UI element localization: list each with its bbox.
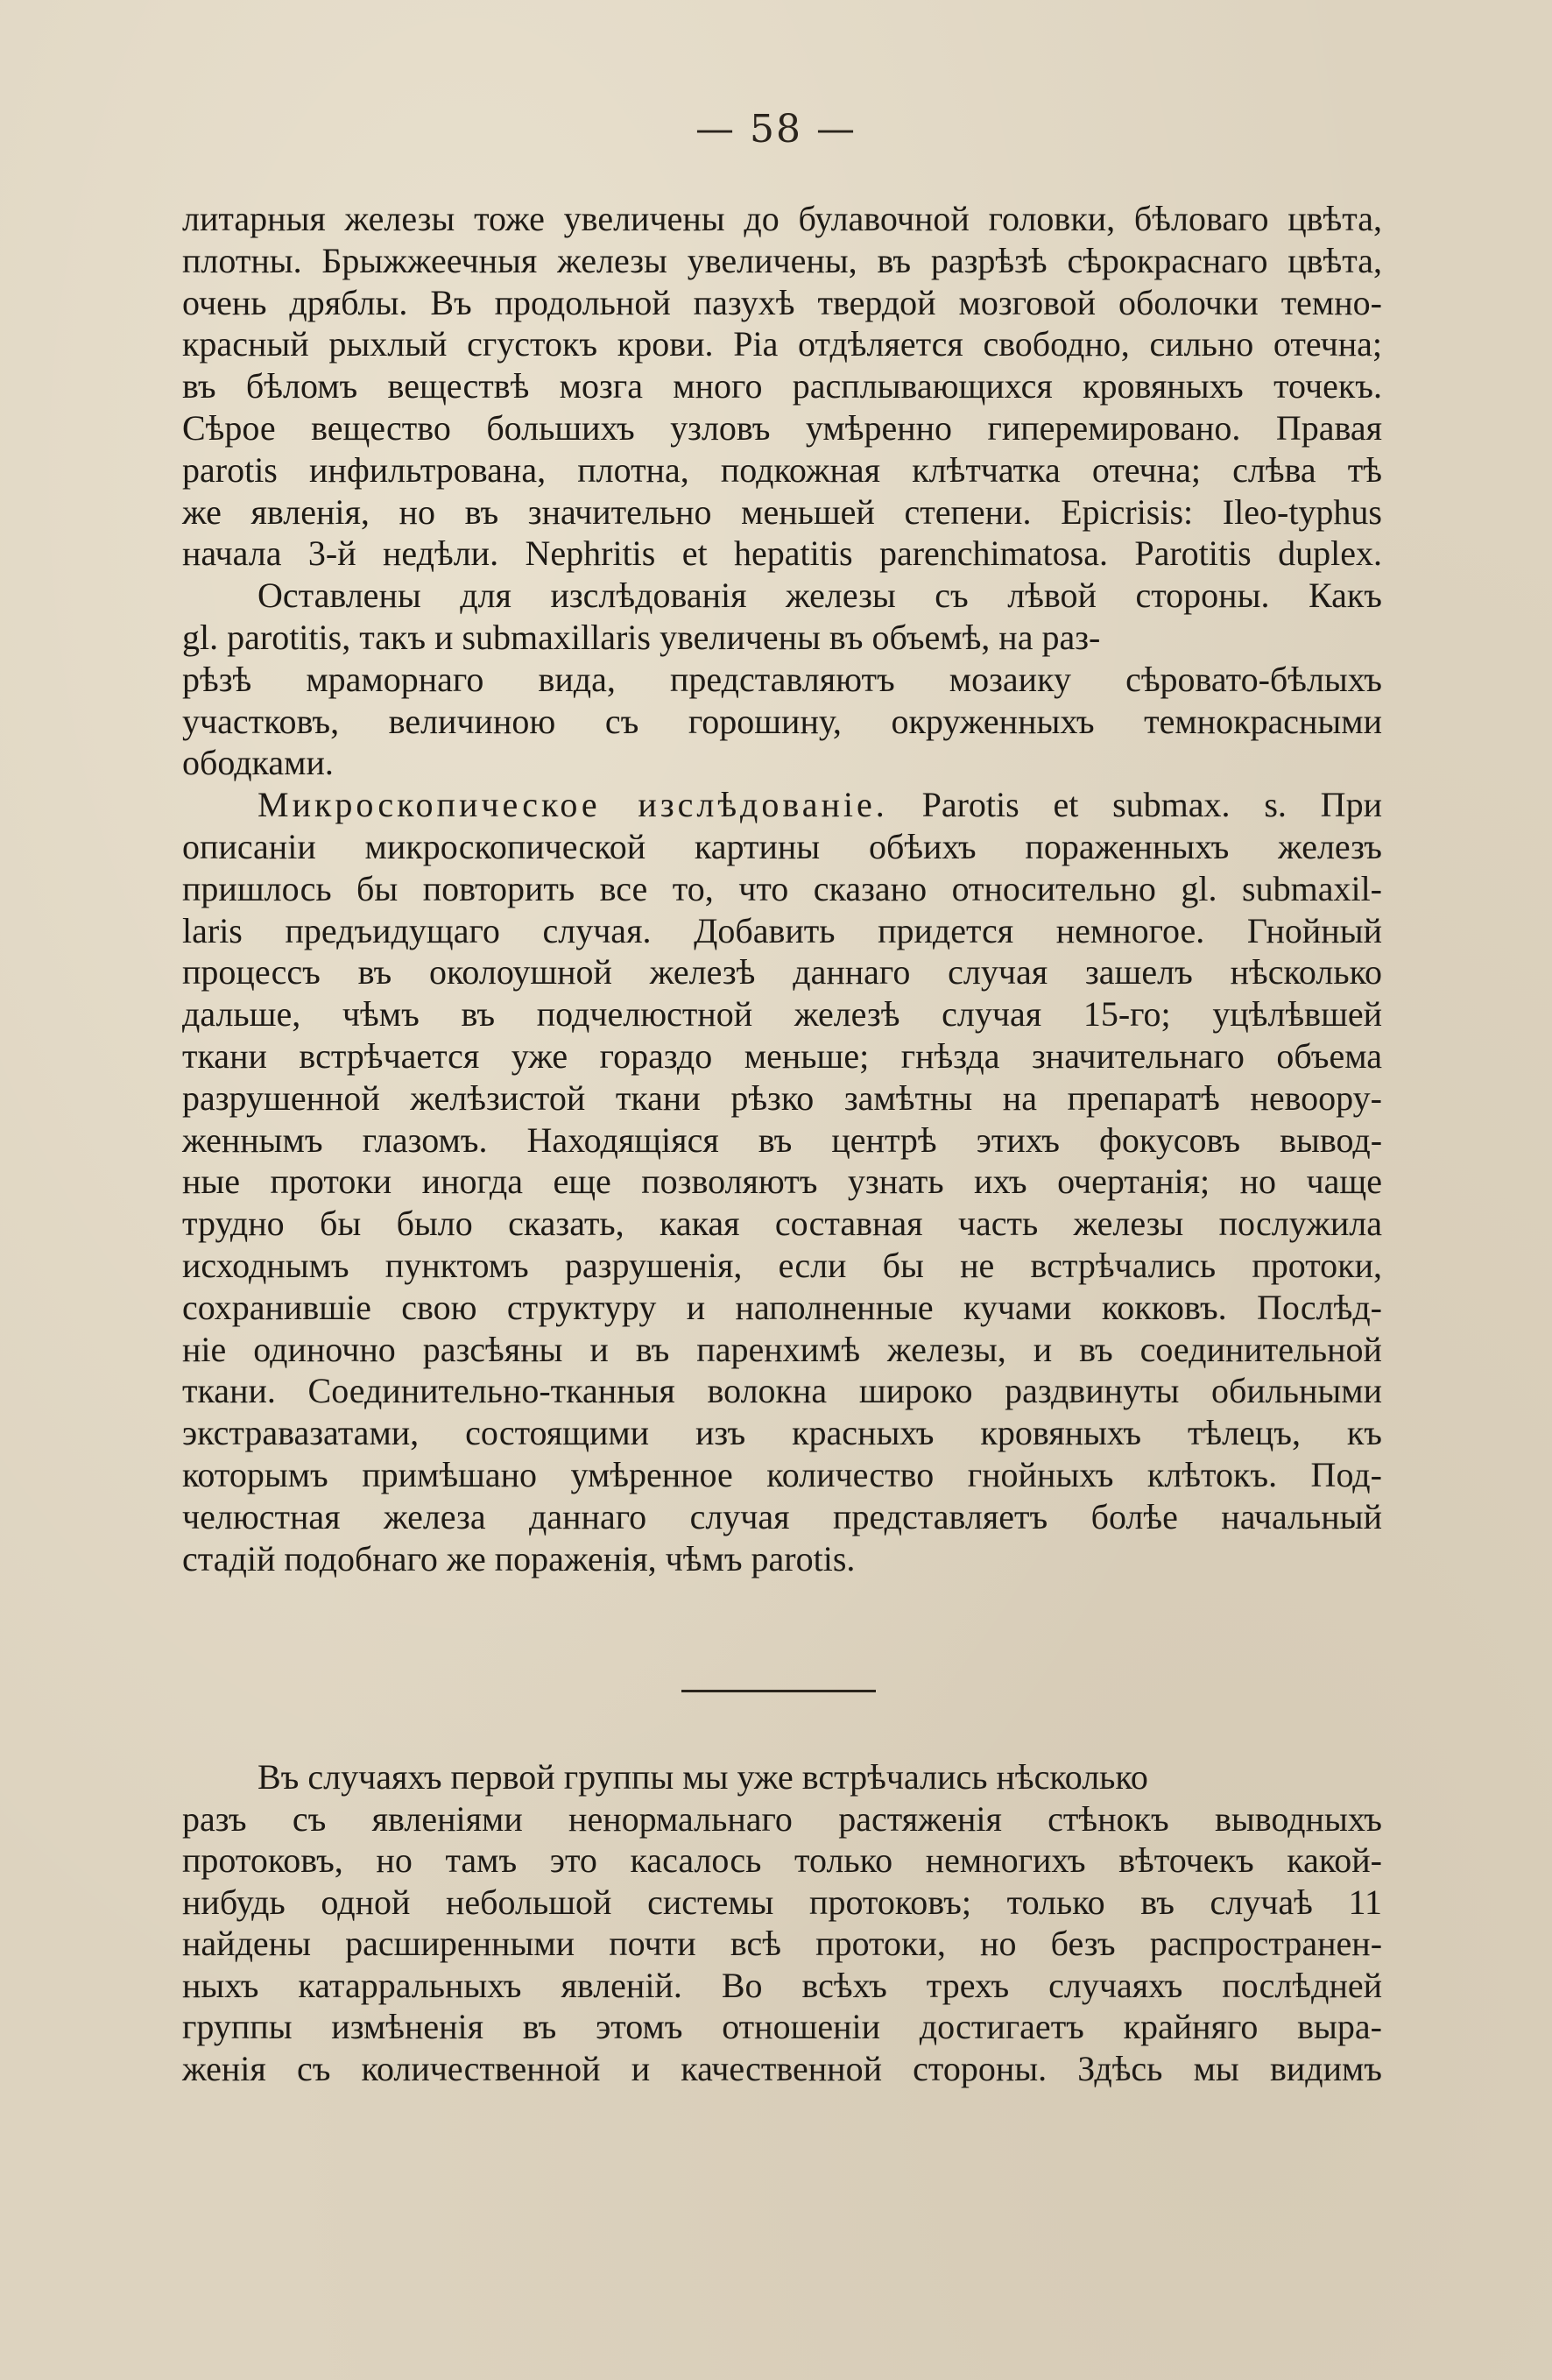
text-line: которымъ примѣшано умѣренное количество гнойныхъ клѣтокъ. Под- [182, 1454, 1382, 1494]
paragraph-duct-changes [182, 1756, 1382, 2089]
text-line [182, 784, 1382, 826]
page-number: — 58 — [695, 107, 857, 152]
text-line: литарныя железы тоже увеличены до булавочной головки, бѣловаго цвѣта, [182, 199, 1383, 238]
text-line: же явленія, но въ значительно меньшей степени. Epicrisis: Ileo-typhus [182, 491, 1382, 532]
text-line: челюстная железа даннаго случая представляетъ болѣе начальный [182, 1496, 1382, 1536]
text-line: сохранившіе свою структуру и наполненные кучами кокковъ. Послѣд- [182, 1287, 1382, 1327]
text-line: дальше, чѣмъ въ подчелюстной железѣ случая 15-го; уцѣлѣвшей [182, 994, 1383, 1035]
text-line: трудно бы было сказать, какая составная часть железы послужила [182, 1204, 1382, 1244]
text-line: очень дряблы. Въ продольной пазухѣ твердой мозговой оболочки темно- [182, 282, 1382, 322]
text-line: плотны. Брыжжеечныя железы увеличены, въ разрѣзѣ сѣрокраснаго цвѣта, [182, 240, 1382, 280]
text-line: красный рыхлый сгустокъ крови. Pia отдѣляется свободно, сильно отечна; [182, 324, 1383, 364]
text-line: участковъ, величиною съ горошину, окруженныхъ темнокрасными [182, 701, 1383, 741]
text-line: нибудь одной небольшой системы протоковъ; только въ случаѣ 11 [182, 1882, 1383, 1922]
text-line: ные протоки иногда еще позволяютъ узнать ихъ очертанія; но чаще [182, 1162, 1382, 1202]
text-line: въ бѣломъ веществѣ мозга много расплывающихся кровяныхъ точекъ. [182, 366, 1382, 406]
section-lead: Микроскопическое изслѣдованіе. [257, 785, 888, 825]
text-line: найдены расширенными почти всѣ протоки, но безъ распространен- [182, 1924, 1383, 1963]
text-line: протоковъ, но тамъ это касалось только немногихъ вѣточекъ какой- [182, 1840, 1383, 1880]
text-line: женнымъ глазомъ. Находящіяся въ центрѣ этихъ фокусовъ вывод- [182, 1119, 1383, 1160]
text-line: стадій подобнаго же пораженія, чѣмъ parotis. [182, 1538, 856, 1578]
paragraph-gland-description [182, 575, 1382, 784]
text-line: ободками. [182, 743, 334, 783]
text-line: parotis инфильтрована, плотна, подкожная клѣтчатка отечна; слѣва тѣ [182, 449, 1383, 490]
text-line: экстравазатами, состоящими изъ красныхъ кровяныхъ тѣлецъ, къ [182, 1413, 1382, 1453]
text-line: процессъ въ околоушной железѣ даннаго случая зашелъ нѣсколько [182, 952, 1382, 992]
text-line: ткани. Соединительно-тканныя волокна широко раздвинуты обильными [182, 1371, 1383, 1411]
text-line: ткани встрѣчается уже гораздо меньше; гнѣзда значительнаго объема [182, 1035, 1382, 1076]
text-fragment: Parotis et submax. s. При [887, 785, 1382, 825]
text-line: рѣзѣ мраморнаго вида, представляютъ мозаику сѣровато-бѣлыхъ [182, 659, 1382, 699]
text-line: Оставлены для изслѣдованія железы съ лѣвой стороны. Какъ [257, 576, 1382, 616]
text-line: laris предъидущаго случая. Добавить придется немногое. Гнойный [182, 910, 1382, 950]
section-separator-rule [681, 1690, 876, 1692]
text-line: описаніи микроскопической картины обѣихъ пораженныхъ железъ [182, 826, 1382, 866]
text-line: Въ случаяхъ первой группы мы уже встрѣчались нѣсколько [257, 1757, 1148, 1797]
text-line: ніе одиночно разсѣяны и въ паренхимѣ железы, и въ соединительной [182, 1329, 1382, 1369]
text-line: начала 3-й недѣли. Nephritis et hepatitis parenchimatosa. Parotitis duplex. [182, 533, 1382, 574]
text-line: Сѣрое вещество большихъ узловъ умѣренно гиперемировано. Правая [182, 407, 1383, 448]
text-line: группы измѣненія въ этомъ отношеніи достигаетъ крайняго выра- [182, 2007, 1382, 2046]
paragraph-autopsy-findings [182, 198, 1382, 575]
text-line: разъ съ явленіями ненормальнаго растяженія стѣнокъ выводныхъ [182, 1798, 1382, 1839]
text-block-top [182, 198, 1382, 1579]
paragraph-microscopic-study [182, 784, 1382, 1579]
text-line: исходнымъ пунктомъ разрушенія, если бы не встрѣчались протоки, [182, 1245, 1383, 1285]
text-block-bottom [182, 1756, 1382, 2089]
text-line: ныхъ катарральныхъ явленій. Во всѣхъ трехъ случаяхъ послѣдней [182, 1965, 1383, 2005]
text-line: разрушенной желѣзистой ткани рѣзко замѣтны на препаратѣ невоору- [182, 1077, 1382, 1118]
text-line: женія съ количественной и качественной стороны. Здѣсь мы видимъ [182, 2048, 1382, 2088]
text-line: пришлось бы повторить все то, что сказано относительно gl. submaxil- [182, 868, 1383, 908]
text-line: gl. parotitis, такъ и submaxillaris увеличены въ объемѣ, на раз- [182, 617, 1101, 657]
